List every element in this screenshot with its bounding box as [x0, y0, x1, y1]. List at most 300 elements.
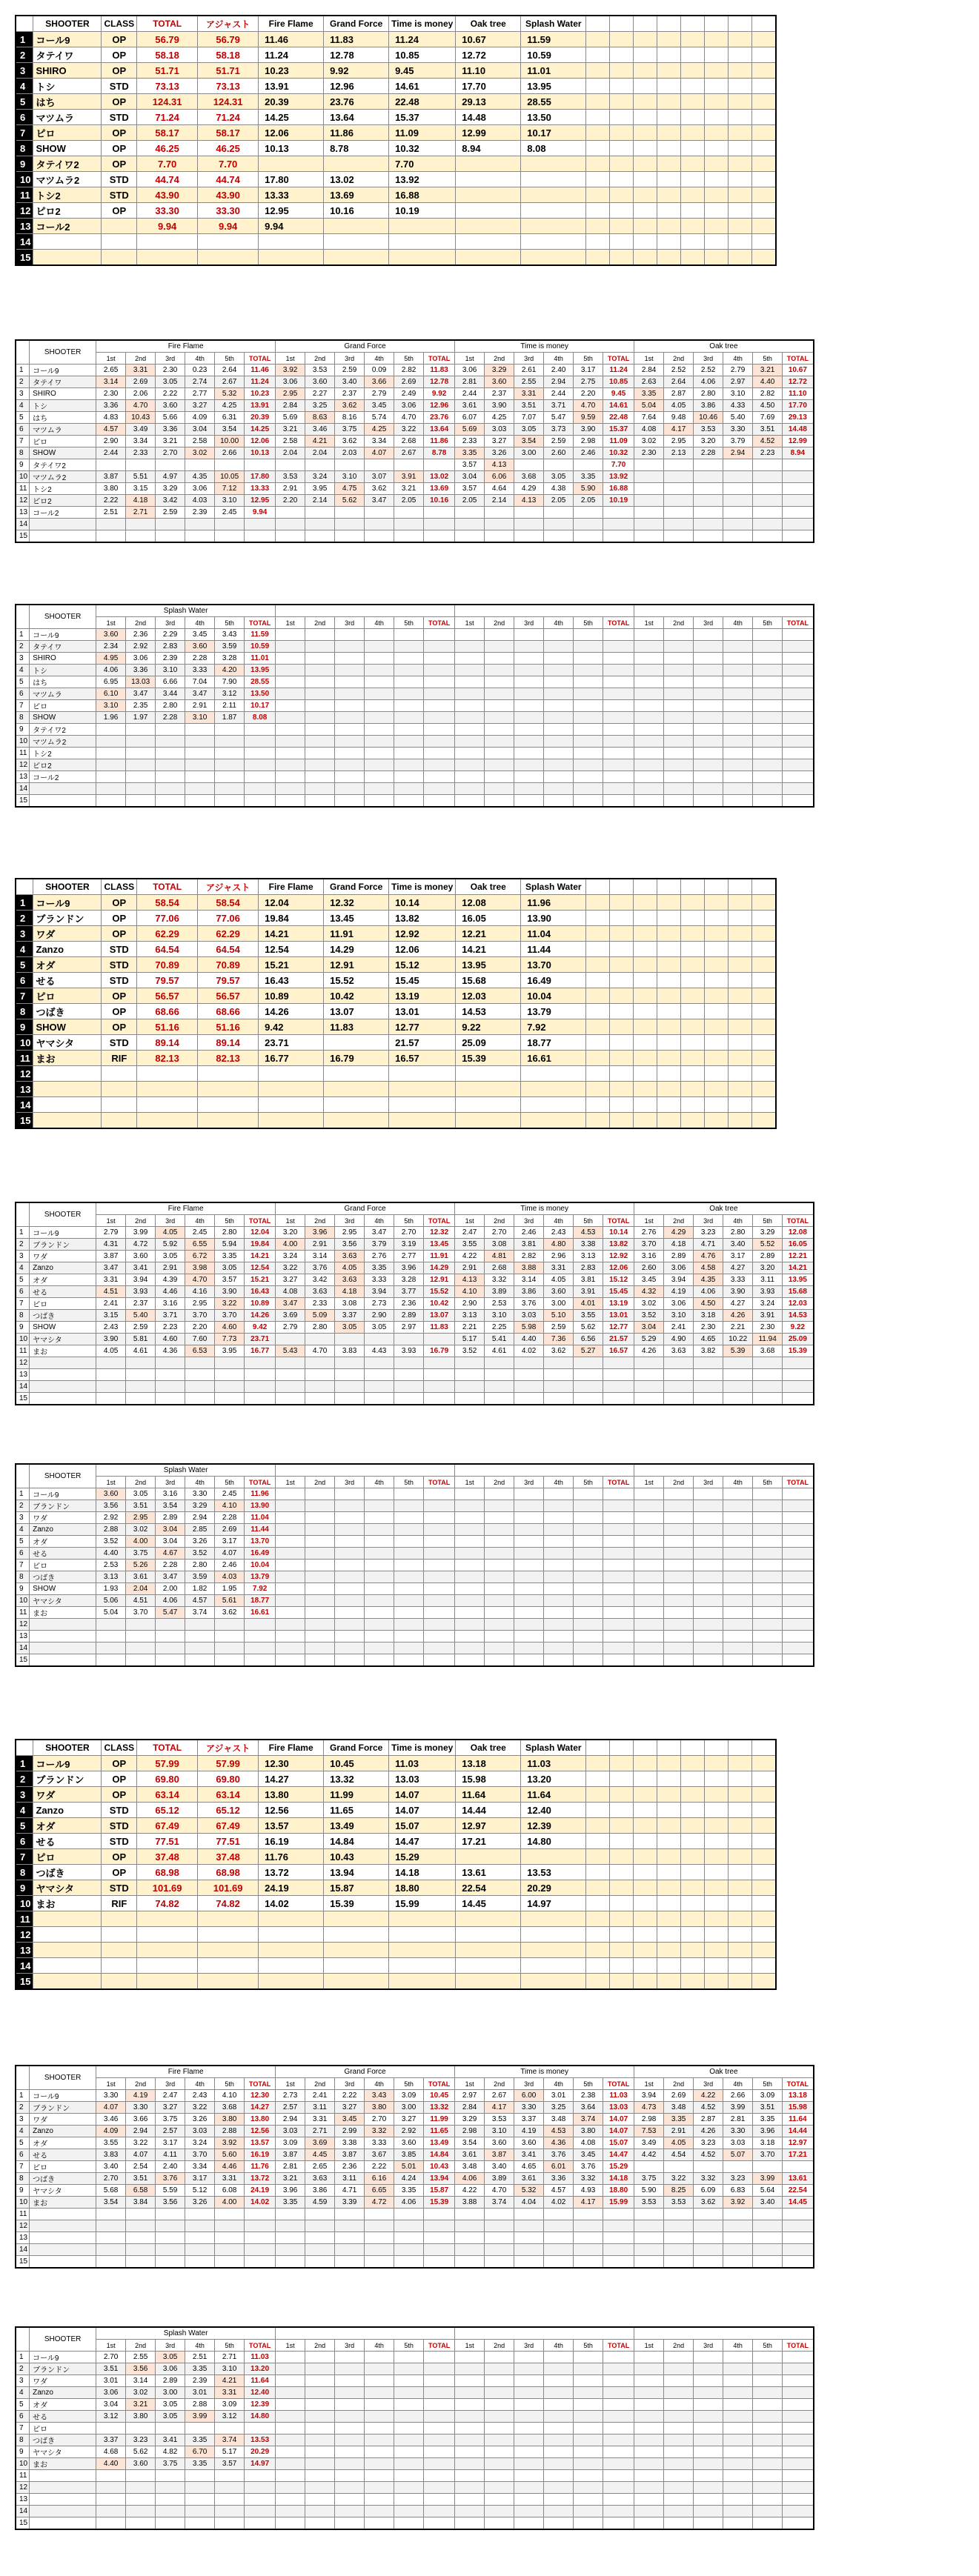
stage-time: 10.17 [521, 125, 586, 141]
empty-cell [514, 688, 544, 700]
run-time: 2.99 [335, 2126, 365, 2137]
run-time: 3.55 [96, 2137, 126, 2149]
class-value: OP [102, 32, 137, 47]
empty-cell [634, 795, 664, 808]
detail-row [16, 2102, 814, 2114]
stage-total: 10.32 [603, 447, 634, 459]
row-number: 9 [16, 1583, 30, 1595]
shooter-name: ヤマシタ [33, 1880, 102, 1896]
empty-cell [753, 2446, 783, 2458]
empty-cell [752, 156, 776, 172]
run-time: 3.34 [126, 436, 156, 447]
run-time: 4.24 [394, 2173, 424, 2185]
empty-cell [729, 156, 752, 172]
splash-row [16, 2423, 814, 2434]
empty-cell [657, 942, 681, 957]
stage-time: 8.78 [324, 141, 389, 156]
stage-total: 25.09 [783, 1334, 814, 1345]
run-time: 3.70 [185, 2149, 215, 2161]
empty-cell [664, 629, 694, 641]
row-number: 2 [16, 641, 30, 653]
run-time: 2.76 [634, 1227, 664, 1239]
shooter-name: つばき [30, 2173, 96, 2185]
stage-total [424, 507, 455, 519]
run-time: 2.69 [394, 376, 424, 388]
empty-cell [705, 1051, 729, 1066]
run-time: 3.56 [156, 2197, 185, 2209]
run-time: 2.71 [305, 2126, 335, 2137]
empty-cell [276, 1524, 305, 1536]
run-time: 3.40 [753, 2197, 783, 2209]
empty-cell [664, 653, 694, 665]
run-time: 2.90 [365, 1310, 394, 1322]
header-blank [16, 340, 30, 365]
stage-time: 14.27 [259, 1771, 324, 1787]
empty-cell [276, 2434, 305, 2446]
stage-total [245, 2256, 276, 2269]
header-stage: Fire Flame [259, 879, 324, 895]
run-time [694, 507, 723, 519]
header-stage: Fire Flame [96, 340, 276, 353]
empty-cell [305, 1607, 335, 1619]
empty-cell [574, 2423, 603, 2434]
empty-cell [455, 771, 485, 783]
header-run: 3rd [694, 1477, 723, 1488]
run-time: 2.88 [185, 2399, 215, 2411]
row-number: 9 [16, 2446, 30, 2458]
header-blank [16, 879, 33, 895]
empty-cell [783, 1571, 814, 1583]
empty-cell [694, 1536, 723, 1548]
run-time [514, 1369, 544, 1381]
run-time: 4.57 [96, 424, 126, 436]
run-time [335, 2244, 365, 2256]
empty-cell [424, 2399, 455, 2411]
empty-cell [705, 1756, 729, 1771]
run-time: 6.70 [185, 2446, 215, 2458]
round3-summary [15, 1739, 777, 1990]
empty-cell [634, 63, 657, 79]
shooter-name: はち [30, 412, 96, 424]
shooter-name: オダ [30, 1536, 96, 1548]
run-time: 4.05 [664, 400, 694, 412]
empty-cell [424, 759, 455, 771]
run-time: 4.09 [96, 2126, 126, 2137]
empty-cell [574, 2434, 603, 2446]
empty-cell [753, 1536, 783, 1548]
empty-cell [574, 688, 603, 700]
summary-row [16, 63, 776, 79]
run-time [126, 1393, 156, 1405]
stage-total: 17.80 [245, 471, 276, 483]
empty-cell [544, 641, 574, 653]
header-run: 1st [455, 1215, 485, 1227]
run-time: 3.26 [485, 447, 514, 459]
empty-cell [723, 2517, 753, 2530]
header-blank [16, 1740, 33, 1756]
run-time: 3.20 [276, 1227, 305, 1239]
adjusted-value: 51.16 [198, 1019, 259, 1035]
run-time: 3.62 [335, 400, 365, 412]
empty-cell [705, 1113, 729, 1129]
header-stage: Splash Water [96, 2327, 276, 2340]
run-time: 7.53 [634, 2126, 664, 2137]
empty-cell [705, 1896, 729, 1911]
stage-total [783, 2161, 814, 2173]
empty-cell [753, 700, 783, 712]
run-time: 4.70 [185, 1274, 215, 1286]
shooter-name: ヤマシタ [30, 1595, 96, 1607]
run-time: 4.02 [514, 1345, 544, 1357]
stage-total [245, 459, 276, 471]
run-time: 7.73 [215, 1334, 245, 1345]
empty-cell [544, 1524, 574, 1536]
stage-time: 11.24 [259, 47, 324, 63]
header-blank [657, 16, 681, 32]
run-time: 3.71 [156, 1310, 185, 1322]
adjusted-value: 58.54 [198, 895, 259, 911]
run-time: 3.03 [723, 2137, 753, 2149]
empty-cell [657, 32, 681, 47]
run-time: 5.47 [156, 1607, 185, 1619]
empty-cell [752, 973, 776, 988]
header-run: TOTAL [424, 617, 455, 629]
stage-total: 14.47 [603, 2149, 634, 2161]
run-time [335, 1357, 365, 1369]
empty-cell [705, 250, 729, 266]
empty-cell [485, 676, 514, 688]
run-time [574, 2244, 603, 2256]
empty-cell [305, 1560, 335, 1571]
stage-total: 8.94 [783, 447, 814, 459]
empty-cell [514, 2423, 544, 2434]
run-time: 3.44 [156, 688, 185, 700]
run-time: 3.35 [634, 388, 664, 400]
empty-cell [694, 2458, 723, 2470]
run-time: 4.06 [96, 665, 126, 676]
empty-cell [603, 1583, 634, 1595]
empty-cell [544, 653, 574, 665]
run-time: 2.23 [156, 1322, 185, 1334]
empty-cell [424, 748, 455, 759]
run-time: 2.67 [215, 376, 245, 388]
run-time [215, 1357, 245, 1369]
empty-cell [705, 1066, 729, 1082]
run-time [365, 2244, 394, 2256]
run-time [185, 795, 215, 808]
empty-cell [544, 748, 574, 759]
run-time: 3.62 [335, 436, 365, 447]
stage-time [456, 234, 521, 250]
run-time: 3.07 [365, 471, 394, 483]
detail-row [16, 376, 814, 388]
header-stage: Splash Water [96, 1464, 276, 1477]
empty-cell [485, 1654, 514, 1667]
adjusted-value [198, 234, 259, 250]
empty-cell [335, 1607, 365, 1619]
empty-cell [634, 187, 657, 203]
run-time: 4.58 [694, 1262, 723, 1274]
row-number: 12 [16, 1927, 33, 1943]
run-time [126, 2517, 156, 2530]
header-run: TOTAL [783, 1477, 814, 1488]
empty-cell [610, 1097, 634, 1113]
empty-cell [657, 141, 681, 156]
empty-cell [365, 2482, 394, 2494]
row-number: 11 [16, 1607, 30, 1619]
empty-cell [335, 1548, 365, 1560]
run-time: 5.01 [394, 2161, 424, 2173]
empty-cell [485, 2387, 514, 2399]
empty-cell [783, 1643, 814, 1654]
stage-total [245, 1357, 276, 1369]
empty-cell [634, 688, 664, 700]
run-time [96, 519, 126, 530]
run-time: 3.40 [485, 2161, 514, 2173]
header-blank [681, 1740, 705, 1756]
empty-cell [305, 2363, 335, 2375]
stage-total: 11.01 [245, 653, 276, 665]
empty-cell [752, 1756, 776, 1771]
empty-cell [664, 2506, 694, 2517]
run-time [365, 2220, 394, 2232]
empty-cell [610, 1943, 634, 1958]
run-time: 3.46 [96, 2114, 126, 2126]
empty-cell [657, 1019, 681, 1035]
stage-total: 11.65 [424, 2126, 455, 2137]
header-stage: Time is money [389, 16, 456, 32]
empty-cell [694, 1488, 723, 1500]
run-time [544, 2232, 574, 2244]
empty-cell [752, 1974, 776, 1990]
shooter-name: SHOW [30, 1583, 96, 1595]
empty-cell [657, 1958, 681, 1974]
empty-cell [455, 2517, 485, 2530]
empty-cell [305, 1654, 335, 1667]
empty-cell [365, 1607, 394, 1619]
empty-cell [544, 2399, 574, 2411]
run-time [215, 1654, 245, 1667]
stage-total: 11.91 [424, 1251, 455, 1262]
stage-time: 13.82 [389, 911, 456, 926]
empty-cell [365, 1524, 394, 1536]
stage-time: 14.44 [456, 1803, 521, 1818]
run-time: 3.51 [126, 1500, 156, 1512]
adjusted-value [198, 1097, 259, 1113]
empty-cell [634, 783, 664, 795]
empty-cell [276, 795, 305, 808]
run-time [215, 2232, 245, 2244]
run-time [694, 2256, 723, 2269]
empty-cell [634, 2387, 664, 2399]
run-time: 3.90 [574, 424, 603, 436]
run-time: 3.47 [156, 1571, 185, 1583]
row-number: 7 [16, 2161, 30, 2173]
empty-cell [514, 2517, 544, 2530]
empty-cell [586, 1787, 610, 1803]
empty-cell [365, 2506, 394, 2517]
run-time: 3.67 [365, 2149, 394, 2161]
shooter-name [33, 1974, 102, 1990]
run-time: 4.05 [664, 2137, 694, 2149]
run-time: 3.26 [185, 1536, 215, 1548]
header-run: TOTAL [245, 2078, 276, 2090]
run-time [455, 2232, 485, 2244]
stage-time: 13.64 [324, 110, 389, 125]
empty-cell [485, 771, 514, 783]
row-number: 8 [16, 447, 30, 459]
run-time: 4.42 [634, 2149, 664, 2161]
stage-time: 14.80 [521, 1834, 586, 1849]
run-time: 2.80 [215, 1227, 245, 1239]
empty-cell [574, 1571, 603, 1583]
run-time: 5.39 [723, 1345, 753, 1357]
run-time: 3.68 [753, 1345, 783, 1357]
empty-cell [681, 110, 705, 125]
splash-row [16, 2494, 814, 2506]
empty-cell [544, 688, 574, 700]
shooter-name [30, 1369, 96, 1381]
run-time: 11.94 [753, 1334, 783, 1345]
run-time: 3.27 [394, 2114, 424, 2126]
class-value: OP [102, 141, 137, 156]
run-time [126, 736, 156, 748]
summary-row [16, 1974, 776, 1990]
run-time: 2.51 [185, 2352, 215, 2363]
run-time: 2.59 [126, 1322, 156, 1334]
run-time [485, 1381, 514, 1393]
empty-cell [783, 2399, 814, 2411]
empty-cell [664, 795, 694, 808]
empty-cell [514, 712, 544, 724]
empty-cell [394, 700, 424, 712]
empty-cell [485, 1524, 514, 1536]
empty-cell [681, 32, 705, 47]
run-time [156, 2470, 185, 2482]
run-time: 5.64 [753, 2185, 783, 2197]
stage-total: 22.48 [603, 412, 634, 424]
empty-cell [365, 1595, 394, 1607]
empty-cell [394, 1524, 424, 1536]
empty-cell [657, 957, 681, 973]
stage-time: 10.89 [259, 988, 324, 1004]
empty-cell [729, 1113, 752, 1129]
run-time: 6.31 [215, 412, 245, 424]
empty-cell [694, 2517, 723, 2530]
shooter-name: コール9 [30, 365, 96, 376]
stage-time: 12.72 [456, 47, 521, 63]
run-time: 3.01 [96, 2375, 126, 2387]
empty-cell [634, 234, 657, 250]
run-time [694, 2220, 723, 2232]
run-time [485, 530, 514, 543]
shooter-name: つばき [30, 1310, 96, 1322]
empty-cell [634, 1583, 664, 1595]
empty-cell [783, 1607, 814, 1619]
run-time: 3.61 [455, 2149, 485, 2161]
stage-total: 15.52 [424, 1286, 455, 1298]
header-run: TOTAL [603, 353, 634, 365]
run-time: 7.90 [215, 676, 245, 688]
run-time: 3.06 [96, 2387, 126, 2399]
empty-cell [394, 2423, 424, 2434]
empty-cell [603, 1643, 634, 1654]
class-value: STD [102, 187, 137, 203]
run-time [96, 759, 126, 771]
run-time: 2.84 [634, 365, 664, 376]
run-time: 3.03 [485, 424, 514, 436]
empty-cell [664, 2375, 694, 2387]
stage-total [783, 1357, 814, 1369]
run-time: 4.40 [514, 1334, 544, 1345]
stage-total [783, 530, 814, 543]
empty-cell [664, 2387, 694, 2399]
empty-cell [705, 942, 729, 957]
header-run: TOTAL [603, 1477, 634, 1488]
empty-cell [305, 665, 335, 676]
row-number: 4 [16, 1262, 30, 1274]
empty-cell [603, 1571, 634, 1583]
run-time: 4.25 [485, 412, 514, 424]
stage-total: 13.82 [603, 1239, 634, 1251]
run-time: 2.30 [156, 365, 185, 376]
run-time: 3.10 [156, 665, 185, 676]
header-run: 1st [634, 617, 664, 629]
empty-cell [514, 2506, 544, 2517]
empty-cell [657, 203, 681, 219]
empty-cell [365, 2517, 394, 2530]
stage-total: 10.85 [603, 376, 634, 388]
empty-cell [514, 1571, 544, 1583]
stage-time: 13.50 [521, 110, 586, 125]
detail-row [16, 2090, 814, 2102]
stage-total: 14.07 [603, 2114, 634, 2126]
run-time [574, 507, 603, 519]
empty-cell [455, 2446, 485, 2458]
header-run: 1st [276, 1477, 305, 1488]
run-time: 9.59 [574, 412, 603, 424]
detail-row [16, 1274, 814, 1286]
empty-cell [705, 1865, 729, 1880]
empty-cell [455, 2506, 485, 2517]
empty-cell [603, 1512, 634, 1524]
shooter-name: ブランドン [33, 911, 102, 926]
empty-cell [783, 2434, 814, 2446]
empty-cell [603, 748, 634, 759]
header-stage: Oak tree [634, 2066, 814, 2078]
shooter-name: ブランドン [33, 1771, 102, 1787]
empty-cell [634, 1849, 657, 1865]
stage-total [245, 736, 276, 748]
empty-cell [752, 125, 776, 141]
run-time: 3.96 [305, 1227, 335, 1239]
run-time [723, 507, 753, 519]
header-shooter: SHOOTER [30, 1202, 96, 1227]
run-time [185, 748, 215, 759]
run-time: 3.33 [365, 2137, 394, 2149]
run-time: 3.26 [185, 2197, 215, 2209]
detail-row [16, 1369, 814, 1381]
run-time: 3.10 [215, 495, 245, 507]
run-time: 3.81 [574, 1274, 603, 1286]
run-time: 2.41 [305, 2090, 335, 2102]
run-time [215, 1381, 245, 1393]
run-time: 2.05 [455, 495, 485, 507]
shooter-name: つばき [30, 2434, 96, 2446]
run-time: 2.66 [215, 447, 245, 459]
header-total: TOTAL [137, 1740, 198, 1756]
stage-time [259, 1113, 324, 1129]
